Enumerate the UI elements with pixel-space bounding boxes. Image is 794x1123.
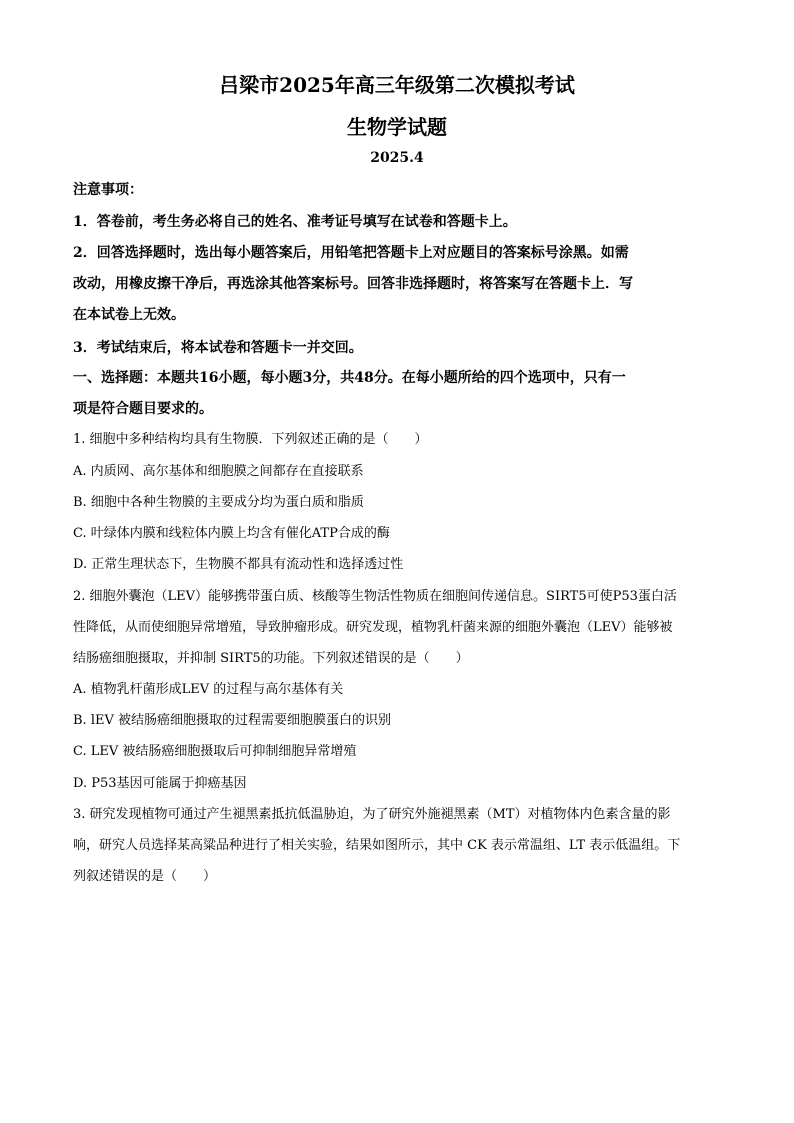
section-heading-line-1: 一、选择题：本题共16小题，每小题3分，共48分。在每小题所给的四个选项中，只有一 — [73, 370, 626, 386]
question-1-option-b: B. 细胞中各种生物膜的主要成分均为蛋白质和脂质 — [73, 495, 364, 510]
subject-title: 生物学试题 — [347, 115, 447, 139]
question-1-option-a: A. 内质网、高尔基体和细胞膜之间都存在直接联系 — [73, 464, 364, 479]
notes-item-1: 1．答卷前，考生务必将自己的姓名、准考证号填写在试卷和答题卡上。 — [73, 214, 517, 230]
notes-item-2-line-3: 在本试卷上无效。 — [73, 307, 185, 323]
notes-item-2-line-1: 2．回答选择题时，选出每小题答案后，用铅笔把答题卡上对应题目的答案标号涂黑。如需 — [73, 245, 629, 261]
notes-heading: 注意事项： — [73, 182, 143, 198]
exam-date: 2025.4 — [370, 150, 424, 166]
section-heading-line-2: 项是符合题目要求的。 — [73, 401, 213, 417]
question-2-option-b: B. lEV 被结肠癌细胞摄取的过程需要细胞膜蛋白的识别 — [73, 713, 391, 728]
question-1-option-d: D. 正常生理状态下，生物膜不都具有流动性和选择透过性 — [73, 557, 404, 572]
question-2-stem-line-3: 结肠癌细胞摄取，并抑制 SIRT5的功能。下列叙述错误的是（ ） — [73, 651, 469, 666]
notes-item-3: 3．考试结束后，将本试卷和答题卡一并交回。 — [73, 340, 363, 356]
question-1-stem: 1. 细胞中多种结构均具有生物膜．下列叙述正确的是（ ） — [73, 432, 428, 447]
question-2-stem-line-1: 2. 细胞外囊泡（LEV）能够携带蛋白质、核酸等生物活性物质在细胞间传递信息。SIRT5可使P53蛋白活 — [73, 589, 677, 604]
notes-item-2-line-2: 改动，用橡皮擦干净后，再选涂其他答案标号。回答非选择题时，将答案写在答题卡上．写 — [73, 276, 633, 292]
question-2-option-c: C. LEV 被结肠癌细胞摄取后可抑制细胞异常增殖 — [73, 744, 357, 759]
question-3-stem-line-2: 响，研究人员选择某高粱品种进行了相关实验，结果如图所示，其中 CK 表示常温组、LT 表示低温组。下 — [73, 838, 681, 853]
question-3-stem-line-1: 3. 研究发现植物可通过产生褪黑素抵抗低温胁迫，为了研究外施褪黑素（MT）对植物体内色素含量的影 — [73, 807, 671, 822]
exam-title: 吕梁市2025年高三年级第二次模拟考试 — [219, 73, 575, 97]
question-2-option-d: D. P53基因可能属于抑癌基因 — [73, 776, 247, 791]
question-2-option-a: A. 植物乳杆菌形成LEV 的过程与高尔基体有关 — [73, 682, 344, 697]
question-3-stem-line-3: 列叙述错误的是（ ） — [73, 869, 217, 884]
question-1-option-c: C. 叶绿体内膜和线粒体内膜上均含有催化ATP合成的酶 — [73, 526, 390, 541]
question-2-stem-line-2: 性降低，从而使细胞异常增殖，导致肿瘤形成。研究发现，植物乳杆菌来源的细胞外囊泡（LEV）能够被 — [73, 620, 673, 635]
